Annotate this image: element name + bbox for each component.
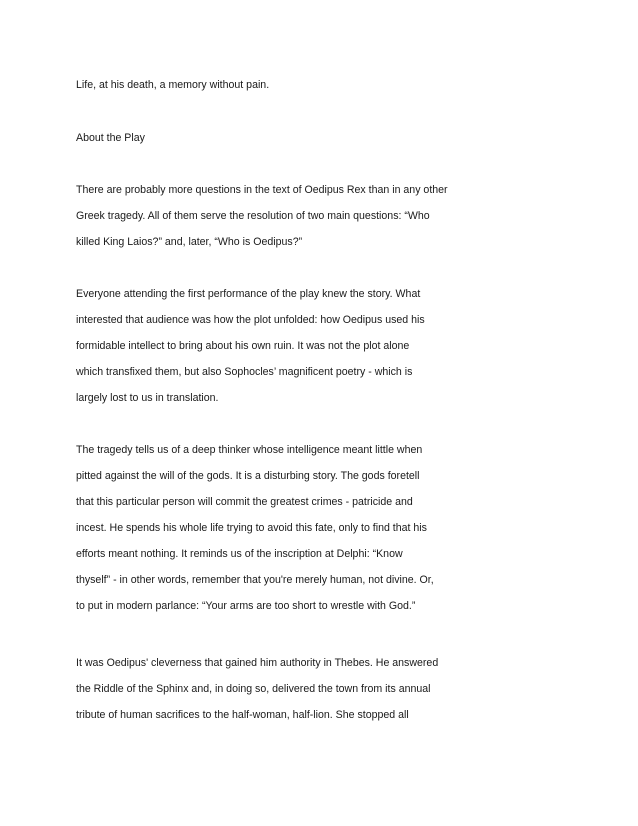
- text-line: largely lost to us in translation.: [76, 392, 219, 404]
- text-line: killed King Laios?” and, later, “Who is Oedipus?”: [76, 236, 303, 248]
- text-line: There are probably more questions in the text of Oedipus Rex than in any other: [76, 184, 448, 196]
- text-line: tribute of human sacrifices to the half-woman, half-lion. She stopped all: [76, 709, 409, 721]
- text-line: Life, at his death, a memory without pain.: [76, 79, 270, 91]
- text-line: The tragedy tells us of a deep thinker whose intelligence meant little when: [76, 444, 423, 456]
- text-line: which transfixed them, but also Sophocles’ magnificent poetry - which is: [76, 366, 413, 378]
- text-line: Everyone attending the first performance of the play knew the story. What: [76, 288, 421, 300]
- text-line: efforts meant nothing. It reminds us of the inscription at Delphi: “Know: [76, 548, 403, 560]
- text-line: to put in modern parlance: “Your arms are too short to wrestle with God.”: [76, 600, 416, 612]
- text-line: that this particular person will commit the greatest crimes - patricide and: [76, 496, 413, 508]
- section-heading: About the Play: [76, 132, 145, 144]
- text-line: thyself” - in other words, remember that you're merely human, not divine. Or,: [76, 574, 434, 586]
- text-line: formidable intellect to bring about his own ruin. It was not the plot alone: [76, 340, 410, 352]
- text-line: the Riddle of the Sphinx and, in doing so, delivered the town from its annual: [76, 683, 431, 695]
- text-line: Greek tragedy. All of them serve the resolution of two main questions: “Who: [76, 210, 430, 222]
- text-line: interested that audience was how the plot unfolded: how Oedipus used his: [76, 314, 425, 326]
- text-line: It was Oedipus' cleverness that gained him authority in Thebes. He answered: [76, 657, 439, 669]
- text-line: incest. He spends his whole life trying to avoid this fate, only to find that his: [76, 522, 427, 534]
- text-line: pitted against the will of the gods. It is a disturbing story. The gods foretell: [76, 470, 420, 482]
